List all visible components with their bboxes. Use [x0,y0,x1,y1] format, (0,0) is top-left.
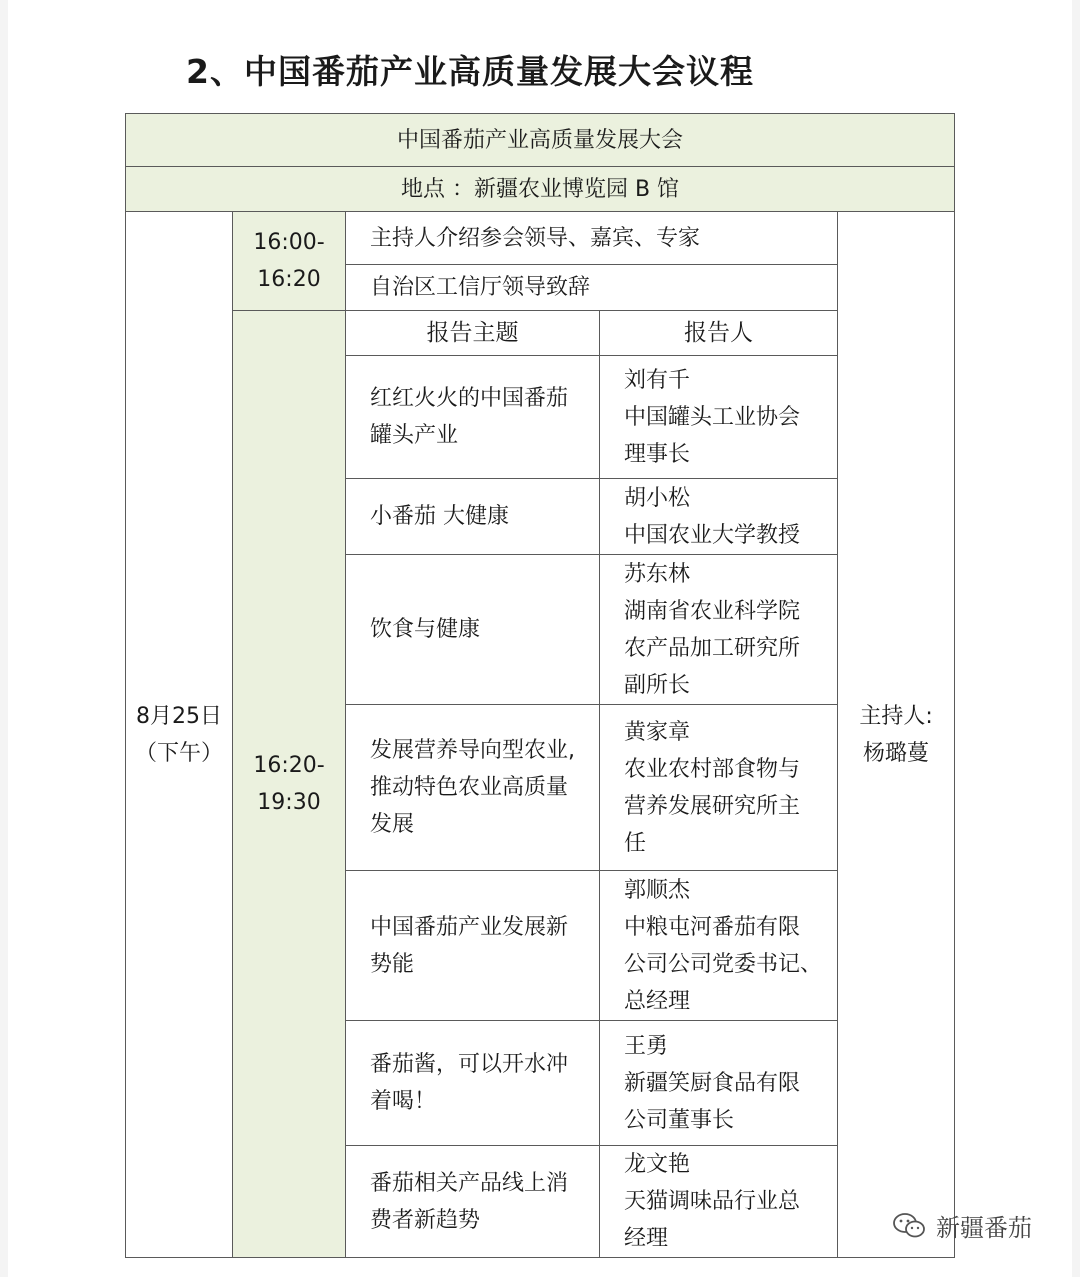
report-speaker: 王勇 新疆笑厨食品有限 公司董事长 [600,1021,838,1146]
report-topic: 中国番茄产业发展新 势能 [346,871,600,1021]
report-topic: 发展营养导向型农业, 推动特色农业高质量 发展 [346,705,600,871]
date-label: 8月25日 [136,703,222,729]
report-topic: 番茄酱，可以开水冲 着喝！ [346,1021,600,1146]
date-period: （下午） [134,740,223,766]
report-topic: 番茄相关产品线上消 费者新趋势 [346,1146,600,1258]
report-topic: 小番茄 大健康 [346,479,600,555]
page-title: 2、中国番茄产业高质量发展大会议程 [186,52,754,91]
report-speaker: 郭顺杰 中粮屯河番茄有限 公司公司党委书记、 总经理 [600,871,838,1021]
session1-item: 主持人介绍参会领导、嘉宾、专家 [346,212,838,265]
host-name: 杨璐蔓 [863,740,930,766]
topic-column-header: 报告主题 [346,311,600,356]
event-location: 地点 ：新疆农业博览园 B 馆 [126,167,955,212]
report-speaker: 刘有千 中国罐头工业协会 理事长 [600,356,838,479]
report-topic: 红红火火的中国番茄 罐头产业 [346,356,600,479]
session1-time-start: 16:00- [253,230,325,255]
session2-time-start: 16:20- [253,753,325,778]
watermark-text: 新疆番茄 [936,1214,1032,1242]
page-edge-right [1072,0,1080,1277]
session1-time-end: 16:20 [257,267,321,292]
host-cell [838,212,955,1258]
report-speaker: 胡小松 中国农业大学教授 [600,479,838,555]
session1-time [233,212,346,311]
speaker-column-header: 报告人 [600,311,838,356]
event-title: 中国番茄产业高质量发展大会 [126,114,955,167]
watermark [892,1208,1032,1243]
report-speaker: 苏东林 湖南省农业科学院 农产品加工研究所 副所长 [600,555,838,705]
report-speaker: 黄家章 农业农村部食物与 营养发展研究所主 任 [600,705,838,871]
session1-item: 自治区工信厅领导致辞 [346,265,838,311]
report-speaker: 龙文艳 天猫调味品行业总 经理 [600,1146,838,1258]
report-topic: 饮食与健康 [346,555,600,705]
date-cell [126,212,233,1258]
page-edge-left [0,0,8,1277]
host-label: 主持人: [859,703,933,729]
session2-time [233,311,346,1258]
wechat-icon [892,1211,928,1241]
agenda-table [125,113,955,1258]
session2-time-end: 19:30 [257,790,321,815]
